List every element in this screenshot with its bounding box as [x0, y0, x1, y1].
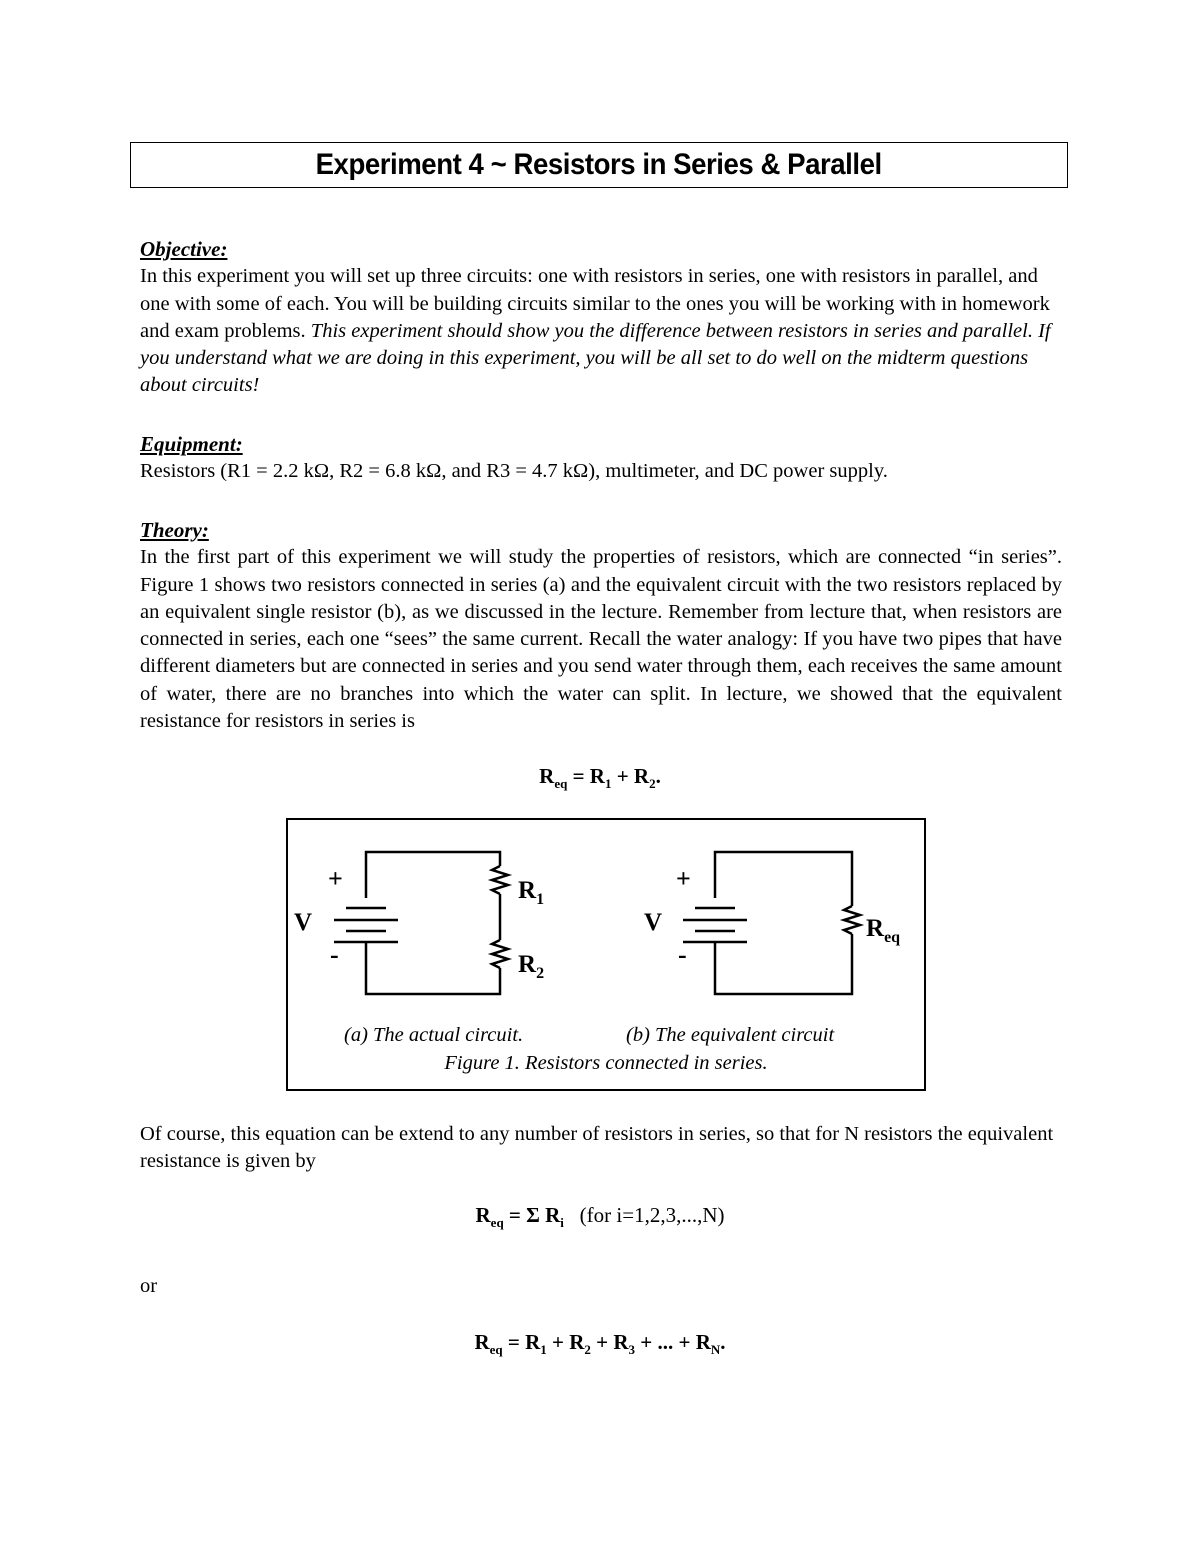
eq3-s3: 3 [628, 1342, 636, 1357]
circuit-a-wire-bottom [366, 942, 500, 994]
eq1-plus: + R [611, 764, 650, 788]
eq2-sub-i: i [560, 1215, 564, 1230]
r1-sub: 1 [536, 891, 545, 908]
equation-sum [0, 1203, 1200, 1231]
circuit-b-plus: + [676, 864, 691, 893]
figure-caption: Figure 1. Resistors connected in series. [444, 1052, 768, 1074]
theory-text: In the first part of this experiment we will study the properties of resistors, which are connected “in series”. Figure 1 shows two resistors connected in series (a) and the equivalent circuit with the two resistors replaced by an equivalent single resistor (b), as we discussed in the lecture. Remember from lecture that, when resistors are connected in series, each one “sees” the same current. Recall the water analogy: If you have two pipes that have different diameters but are connected in series and you send water through them, each receives the same amount of water, there are no branches into which the water can split. In lecture, we showed that the equivalent resistance for resistors in series is [140, 546, 1062, 733]
paragraph-n-resistors: Of course, this equation can be extend to any number of resistors in series, so that for N resistors the equivalent resistance is given by [140, 1123, 1054, 1173]
eq3-p3: + R [590, 1330, 629, 1354]
circuit-a-v: V [294, 909, 313, 936]
eq1-sub1: 1 [604, 776, 612, 791]
eq1-sub2: 2 [649, 776, 656, 791]
eq2-r: R [475, 1203, 491, 1227]
eq2-ri: R [539, 1203, 561, 1227]
circuit-a-resistor-r2 [492, 940, 508, 968]
caption-b: (b) The equivalent circuit [626, 1024, 835, 1046]
objective-heading: Objective: [140, 237, 228, 261]
objective-body: In this experiment you will set up three circuits: one with resistors in series, one with resistors in parallel, and one with some of each. You will be building circuits similar to the ones you will be working with in homework and exam problems. [140, 265, 1050, 342]
objective-section [140, 236, 1062, 400]
equipment-section [140, 431, 1062, 486]
r2-letter: R [518, 951, 537, 978]
eq2-equals: = [503, 1203, 527, 1227]
req-letter: R [866, 915, 885, 942]
eq3-r: R [474, 1330, 490, 1354]
equation-series-n [0, 1330, 1200, 1358]
equipment-text: Resistors (R1 = 2.2 kΩ, R2 = 6.8 kΩ, and R3 = 4.7 kΩ), multimeter, and DC power supply. [140, 460, 888, 483]
eq2-range: (for i=1,2,3,...,N) [563, 1203, 725, 1227]
eq1-sub-eq: eq [554, 776, 568, 791]
r2-sub: 2 [536, 965, 545, 982]
eq3-s1: 1 [540, 1342, 547, 1357]
sigma-symbol: Σ [526, 1203, 540, 1227]
objective-emphasis: This experiment should show you the difference between resistors in series and parallel. If you understand what we are doing in this experiment, you will be all set to do well on the midterm questions about circuits! [140, 319, 1051, 397]
eq3-p1: = R [502, 1330, 541, 1354]
circuit-a-minus: - [330, 940, 339, 969]
circuit-a-resistor-r1 [492, 866, 508, 894]
theory-section [140, 517, 1062, 735]
circuit-b-v: V [644, 909, 663, 936]
circuit-b-resistor-req [844, 906, 860, 934]
circuit-a-r2-label [518, 952, 544, 982]
eq1-end: . [655, 764, 661, 788]
equipment-heading: Equipment: [140, 432, 243, 456]
circuit-b-req-label [866, 916, 900, 946]
eq3-sN: N [710, 1342, 721, 1357]
eq2-sub-eq: eq [490, 1215, 504, 1230]
eq3-sub-eq: eq [489, 1342, 503, 1357]
equation-series-two [0, 764, 1200, 792]
circuit-a-wire-top [366, 852, 500, 898]
objective-text [140, 263, 1062, 399]
req-sub: eq [884, 929, 901, 946]
title-box [130, 142, 1068, 188]
r1-letter: R [518, 877, 537, 904]
eq1-r: R [539, 764, 555, 788]
circuit-a-plus: + [328, 864, 343, 893]
eq3-end: . [720, 1330, 726, 1354]
circuit-a-r1-label [518, 878, 544, 908]
eq3-p4: + ... + R [635, 1330, 711, 1354]
circuit-b-minus: - [678, 940, 687, 969]
eq1-equals: = R [567, 764, 605, 788]
eq3-p2: + R [546, 1330, 585, 1354]
theory-heading: Theory: [140, 518, 209, 542]
eq3-s2: 2 [584, 1342, 591, 1357]
figure-1 [286, 818, 926, 1091]
circuit-b-wire-top [715, 852, 852, 906]
or-text: or [140, 1275, 158, 1297]
caption-a: (a) The actual circuit. [344, 1024, 524, 1046]
page-title: Experiment 4 ~ Resistors in Series & Parallel [315, 148, 883, 181]
